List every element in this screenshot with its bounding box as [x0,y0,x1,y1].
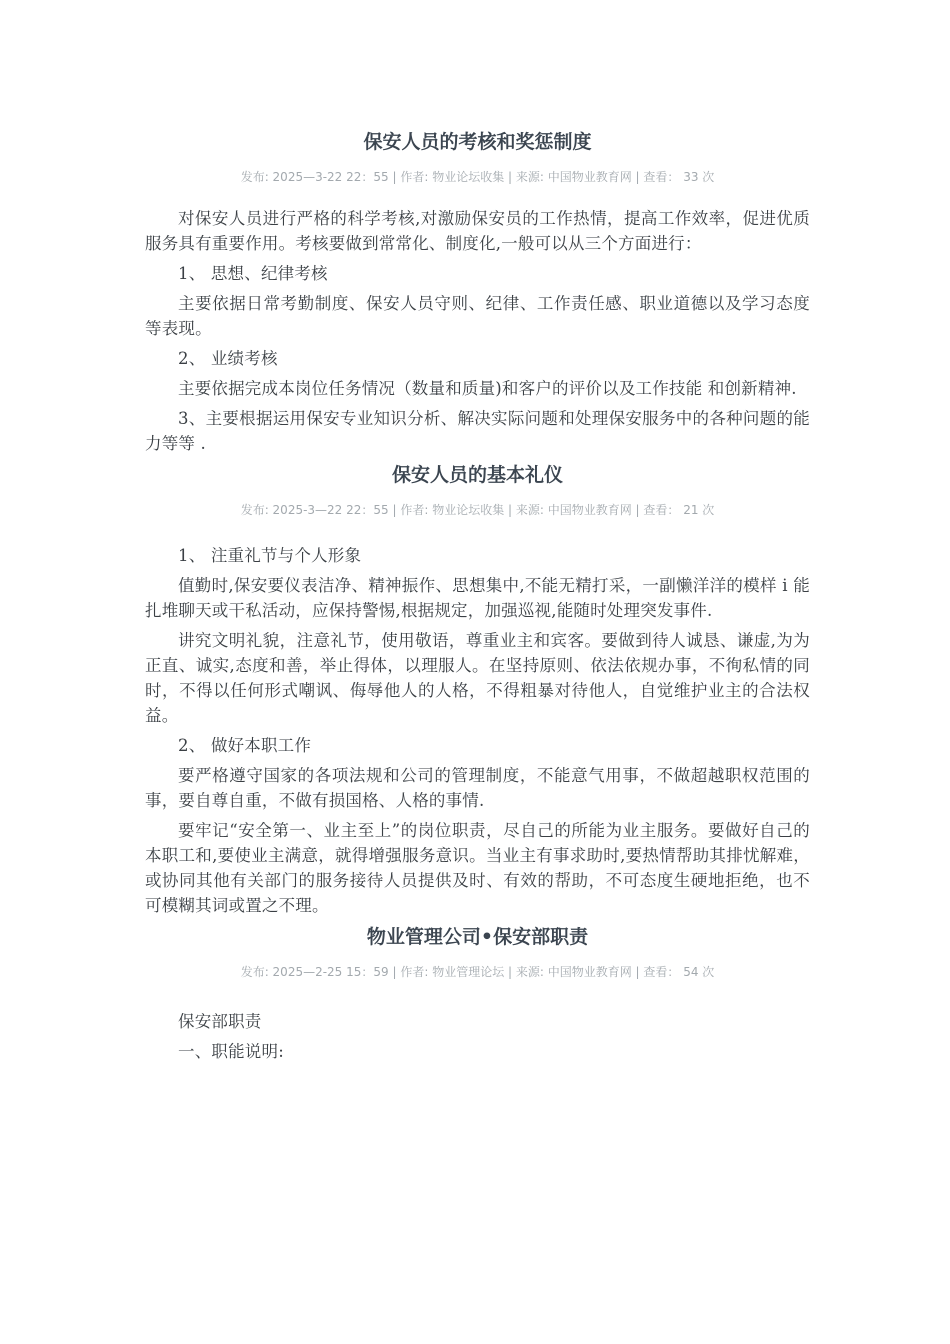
paragraph: 讲究文明礼貌，注意礼节，使用敬语，尊重业主和宾客。要做到待人诚恳、谦虚,为为正直、诚实,态度和善，举止得体，以理服人。在坚持原则、依法依规办事，不徇私情的同时，不得以任何形式嘲讽、侮辱他人的人格，不得粗暴对待他人，自觉维护业主的合法权益。 [145,631,810,725]
article-meta: 发布: 2025—3-22 22：55 | 作者: 物业论坛收集 | 来源: 中国物业教育网 | 查看： 33 次 [240,170,715,184]
paragraph: 要牢记“安全第一、业主至上”的岗位职责，尽自己的所能为业主服务。要做好自己的本职工和,要使业主满意，就得增强服务意识。当业主有事求助时,要热情帮助其排忧解难，或协同其他有关部门的服务接待人员提供及时、有效的帮助，不可态度生硬地拒绝，也不可模糊其词或置之不理。 [145,821,810,915]
paragraph: 1、 注重礼节与个人形象 [178,546,362,565]
paragraph: 要严格遵守国家的各项法规和公司的管理制度，不能意气用事，不做超越职权范围的事，要自尊自重，不做有损国格、人格的事情. [145,766,810,810]
article-body [145,1009,810,1064]
article-meta: 发布: 2025-3—22 22：55 | 作者: 物业论坛收集 | 来源: 中国物业教育网 | 查看： 21 次 [240,503,715,517]
paragraph: 2、 业绩考核 [178,349,278,368]
article-etiquette [145,461,810,918]
paragraph: 3、主要根据运用保安专业知识分析、解决实际问题和处理保安服务中的各种问题的能力等等 . [145,409,810,453]
paragraph: 主要依据完成本岗位任务情况（数量和质量)和客户的评价以及工作技能 和创新精神. [178,379,797,398]
article-title: 保安人员的考核和奖惩制度 [363,131,592,153]
article-meta: 发布: 2025—2-25 15：59 | 作者: 物业管理论坛 | 来源: 中国物业教育网 | 查看： 54 次 [240,965,715,979]
paragraph: 一、职能说明: [178,1042,284,1061]
article-security-duties [145,923,810,1064]
paragraph: 值勤时,保安要仪表洁净、精神振作、思想集中,不能无精打采，一副懒洋洋的模样 i 能扎堆聊天或干私活动，应保持警惕,根据规定，加强巡视,能随时处理突发事件. [145,576,810,620]
article-assessment [145,128,810,456]
paragraph: 主要依据日常考勤制度、保安人员守则、纪律、工作责任感、职业道德以及学习态度等表现。 [145,294,810,338]
paragraph: 保安部职责 [178,1012,262,1031]
paragraph: 2、 做好本职工作 [178,736,312,755]
article-body [145,543,810,918]
article-title: 保安人员的基本礼仪 [391,464,563,486]
article-title: 物业管理公司•保安部职责 [366,926,589,948]
article-body [145,206,810,456]
paragraph: 对保安人员进行严格的科学考核,对激励保安员的工作热情，提高工作效率，促进优质服务具有重要作用。考核要做到常常化、制度化,一般可以从三个方面进行： [145,209,810,253]
paragraph: 1、 思想、纪律考核 [178,264,328,283]
